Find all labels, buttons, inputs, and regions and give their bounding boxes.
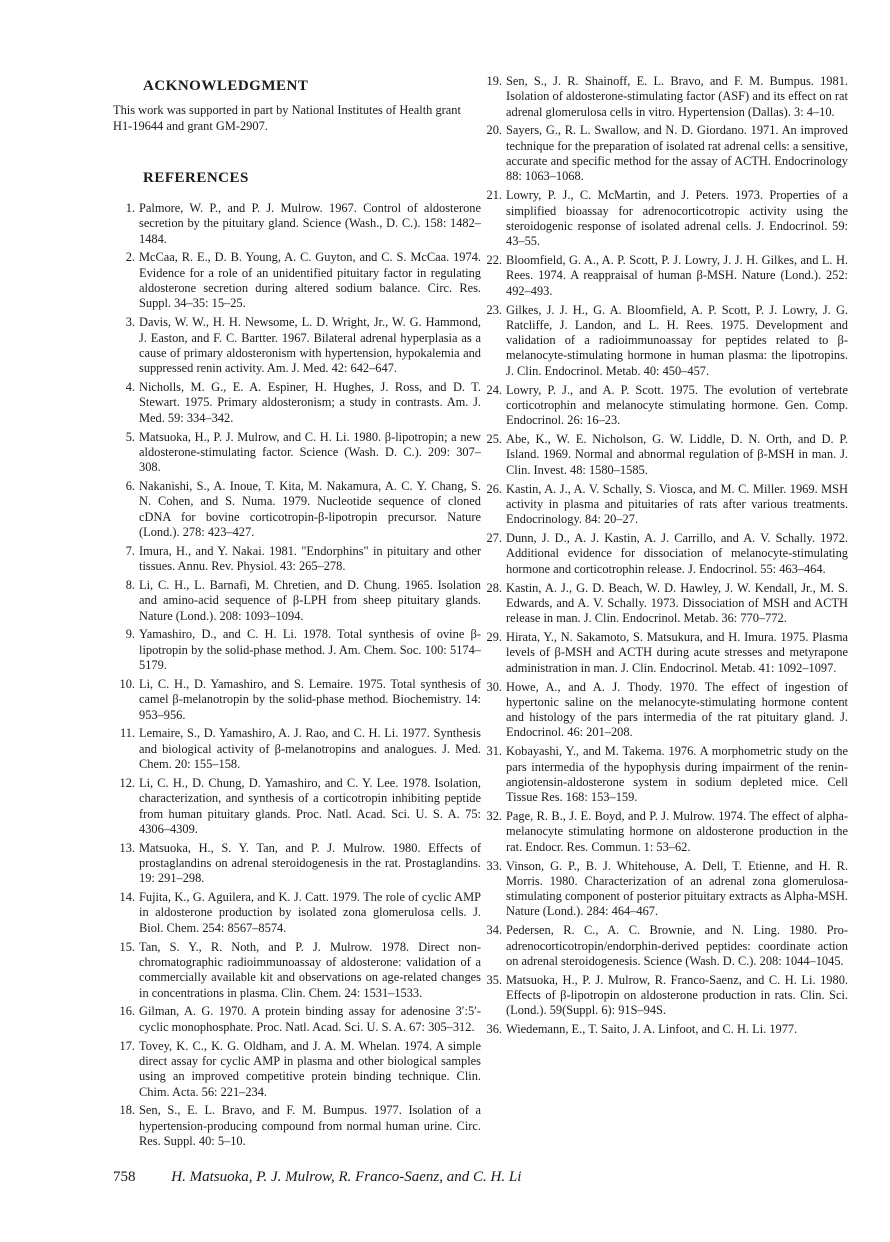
reference-number: 31. bbox=[486, 744, 502, 759]
reference-list-left bbox=[113, 201, 481, 1149]
reference-number: 32. bbox=[486, 809, 502, 824]
reference-number: 10. bbox=[119, 676, 135, 691]
reference-item bbox=[113, 841, 481, 887]
reference-text: McCaa, R. E., D. B. Young, A. C. Guyton, and C. S. McCaa. 1974. Evidence for a role of an unidentified pituitary factor in regulating aldosterone secretion during altered sodium balance. Circ. Res. Suppl. 34–35: 15–25. bbox=[139, 250, 481, 311]
reference-number: 2. bbox=[125, 250, 135, 265]
reference-item bbox=[480, 809, 848, 855]
page-number: 758 bbox=[113, 1169, 136, 1185]
reference-number: 4. bbox=[125, 380, 135, 395]
reference-item bbox=[113, 726, 481, 772]
reference-item bbox=[480, 1022, 848, 1037]
reference-number: 16. bbox=[119, 1004, 135, 1019]
left-column bbox=[113, 74, 481, 1153]
reference-item bbox=[480, 744, 848, 805]
reference-number: 28. bbox=[486, 580, 502, 595]
reference-item bbox=[113, 1004, 481, 1035]
reference-text: Yamashiro, D., and C. H. Li. 1978. Total synthesis of ovine β-lipotropin by the solid-phase method. J. Am. Chem. Soc. 100: 5174–5179. bbox=[139, 627, 481, 673]
reference-item bbox=[113, 479, 481, 540]
acknowledgment-text: This work was supported in part by National Institutes of Health grant H1-19644 and grant GM-2907. bbox=[113, 103, 461, 133]
reference-number: 33. bbox=[486, 858, 502, 873]
reference-number: 7. bbox=[125, 543, 135, 558]
reference-text: Abe, K., W. E. Nicholson, G. W. Liddle, D. N. Orth, and D. P. Island. 1969. Normal and abnormal regulation of β-MSH in man. J. Clin. Invest. 48: 1580–1585. bbox=[506, 432, 848, 477]
reference-number: 21. bbox=[486, 188, 502, 203]
reference-text: Lowry, P. J., and A. P. Scott. 1975. The evolution of vertebrate corticotrophin and melanocyte stimulating hormone. Gen. Comp. Endocrinol. 26: 16–23. bbox=[506, 382, 848, 428]
reference-item bbox=[113, 776, 481, 837]
reference-number: 22. bbox=[486, 253, 502, 268]
reference-item bbox=[480, 303, 848, 379]
reference-text: Tovey, K. C., K. G. Oldham, and J. A. M. Whelan. 1974. A simple direct assay for cyclic AMP in plasma and other biological samples using an improved competitive protein binding technique. Clin. Chim. Acta. 56: 221–234. bbox=[139, 1038, 481, 1099]
reference-item bbox=[113, 1039, 481, 1100]
reference-text: Howe, A., and A. J. Thody. 1970. The effect of ingestion of hypertonic saline on the melanocyte-stimulating hormone content and histology of the pars intermedia of the rat pituitary gland. J. Endocrinol. 46: 201–208. bbox=[506, 679, 848, 740]
reference-number: 27. bbox=[486, 531, 502, 546]
reference-item bbox=[113, 677, 481, 723]
reference-text: Tan, S. Y., R. Noth, and P. J. Mulrow. 1978. Direct non-chromatographic radioimmunoassay of aldosterone: validation of a commercially available kit and observations on age-related changes in concentrations in plasma. Clin. Chem. 24: 1531–1533. bbox=[139, 939, 481, 1000]
reference-number: 34. bbox=[486, 923, 502, 938]
reference-item bbox=[113, 430, 481, 476]
reference-item bbox=[480, 859, 848, 920]
reference-number: 30. bbox=[486, 679, 502, 694]
reference-number: 6. bbox=[125, 479, 135, 494]
reference-item bbox=[113, 315, 481, 376]
reference-number: 1. bbox=[125, 201, 135, 215]
reference-item bbox=[480, 188, 848, 249]
reference-number: 3. bbox=[125, 315, 135, 330]
reference-text: Matsuoka, H., P. J. Mulrow, R. Franco-Saenz, and C. H. Li. 1980. Effects of β-lipotropin on aldosterone production in rats. Clin. Sci. (Lond.). 59(Suppl. 6): 91S–94S. bbox=[506, 972, 848, 1018]
reference-text: Fujita, K., G. Aguilera, and K. J. Catt. 1979. The role of cyclic AMP in aldosterone production by isolated zona glomerulosa cells. J. Biol. Chem. 254: 8567–8574. bbox=[139, 890, 481, 935]
reference-text: Nakanishi, S., A. Inoue, T. Kita, M. Nakamura, A. C. Y. Chang, S. N. Cohen, and S. Numa. 1979. Nucleotide sequence of cloned cDNA for bovine corticotropin-β-lipotropin precursor. Nature (Lond.). 278: 423–427. bbox=[139, 479, 481, 539]
reference-item bbox=[480, 432, 848, 478]
reference-item bbox=[480, 482, 848, 528]
reference-text: Pedersen, R. C., A. C. Brownie, and N. Ling. 1980. Pro-adrenocorticotropin/endorphin-derived peptides: coordinate action on adrenal steroidogenesis. Science (Wash. D. C.). 208: 1044–1045. bbox=[506, 923, 848, 968]
reference-number: 8. bbox=[125, 577, 135, 592]
reference-number: 26. bbox=[486, 481, 502, 496]
acknowledgment-heading: ACKNOWLEDGMENT bbox=[143, 78, 309, 94]
reference-text: Li, C. H., L. Barnafi, M. Chretien, and D. Chung. 1965. Isolation and amino-acid sequence of β-LPH from sheep pituitary glands. Nature (Lond.). 208: 1093–1094. bbox=[139, 577, 481, 623]
reference-text: Kastin, A. J., G. D. Beach, W. D. Hawley, J. W. Kendall, Jr., M. S. Edwards, and A. V. Schally. 1973. Dissociation of MSH and ACTH release in man. J. Clin. Endocrinol. Metab. 36: 770–772. bbox=[506, 580, 848, 626]
reference-text: Sen, S., J. R. Shainoff, E. L. Bravo, and F. M. Bumpus. 1981. Isolation of aldosterone-stimulating factor (ASF) and its effect on rat adrenal glomerulosa cells in vitro. Hypertension (Dallas). 3: 4–10. bbox=[506, 74, 848, 119]
reference-number: 11. bbox=[119, 726, 135, 741]
reference-number: 24. bbox=[486, 382, 502, 397]
reference-number: 36. bbox=[486, 1022, 502, 1037]
reference-text: Palmore, W. P., and P. J. Mulrow. 1967. Control of aldosterone secretion by the pituitary gland. Science (Wash., D. C.). 158: 1482–1484. bbox=[139, 201, 481, 246]
reference-text: Page, R. B., J. E. Boyd, and P. J. Mulrow. 1974. The effect of alpha-melanocyte stimulating hormone on aldosterone production in the rat. Endocr. Res. Commun. 1: 53–62. bbox=[506, 809, 848, 854]
reference-text: Sen, S., E. L. Bravo, and F. M. Bumpus. 1977. Isolation of a hypertension-producing compound from normal human urine. Circ. Res. Suppl. 40: 5–10. bbox=[139, 1103, 481, 1149]
running-authors: H. Matsuoka, P. J. Mulrow, R. Franco-Saenz, and C. H. Li bbox=[171, 1169, 522, 1185]
reference-number: 18. bbox=[119, 1103, 135, 1118]
reference-item bbox=[113, 544, 481, 575]
reference-item bbox=[480, 253, 848, 299]
reference-text: Vinson, G. P., B. J. Whitehouse, A. Dell, T. Etienne, and H. R. Morris. 1980. Characterization of an adrenal zona glomerulosa-stimulating component of posterior pituitary extracts as Alpha-MSH. Nature (Lond.). 284: 464–467. bbox=[506, 858, 848, 919]
reference-text: Hirata, Y., N. Sakamoto, S. Matsukura, and H. Imura. 1975. Plasma levels of β-MSH and ACTH during acute stresses and metyrapone administration in man. J. Clin. Endocrinol. Metab. 41: 1092–1097. bbox=[506, 630, 848, 675]
page-footer bbox=[113, 1169, 521, 1186]
reference-list-right bbox=[480, 74, 848, 1038]
reference-item bbox=[480, 581, 848, 627]
reference-text: Li, C. H., D. Yamashiro, and S. Lemaire. 1975. Total synthesis of camel β-melanotropin by the solid-phase method. Biochemistry. 14: 953–956. bbox=[139, 676, 481, 722]
reference-item bbox=[480, 383, 848, 429]
reference-item bbox=[480, 680, 848, 741]
reference-number: 20. bbox=[486, 123, 502, 138]
reference-text: Davis, W. W., H. H. Newsome, L. D. Wright, Jr., W. G. Hammond, J. Easton, and F. C. Bartter. 1967. Bilateral adrenal hyperplasia as a cause of primary aldosteronism with hypertension, hypokalemia and suppressed renin activity. Am. J. Med. 42: 642–647. bbox=[139, 315, 481, 376]
reference-text: Gilman, A. G. 1970. A protein binding assay for adenosine 3′:5′-cyclic monophosphate. Proc. Natl. Acad. Sci. U. S. A. 67: 305–312. bbox=[139, 1004, 481, 1034]
reference-text: Imura, H., and Y. Nakai. 1981. "Endorphins" in pituitary and other tissues. Annu. Rev. Physiol. 43: 265–278. bbox=[139, 543, 481, 574]
reference-item bbox=[113, 890, 481, 936]
reference-item bbox=[113, 627, 481, 673]
reference-text: Lowry, P. J., C. McMartin, and J. Peters. 1973. Properties of a simplified bioassay for adrenocorticotropic activity using the steroidogenic response of isolated adrenal cells. J. Endocrinol. 59: 43–55. bbox=[506, 188, 848, 249]
reference-text: Li, C. H., D. Chung, D. Yamashiro, and C. Y. Lee. 1978. Isolation, characterization, and synthesis of a corticotropin inhibiting peptide from human pituitary glands. Proc. Natl. Acad. Sci. U. S. A. 75: 4306–4309. bbox=[139, 775, 481, 836]
reference-item bbox=[480, 123, 848, 184]
reference-text: Kastin, A. J., A. V. Schally, S. Viosca, and M. C. Miller. 1969. MSH activity in plasma and pituitaries of rats after various treatments. Endocrinology. 84: 20–27. bbox=[506, 481, 848, 527]
reference-item bbox=[480, 630, 848, 676]
reference-text: Matsuoka, H., P. J. Mulrow, and C. H. Li. 1980. β-lipotropin; a new aldosterone-stimulating factor. Science (Wash. D. C.). 209: 307–308. bbox=[139, 429, 481, 475]
reference-number: 25. bbox=[486, 432, 502, 447]
right-column bbox=[480, 74, 848, 1041]
reference-text: Sayers, G., R. L. Swallow, and N. D. Giordano. 1971. An improved technique for the preparation of isolated rat adrenal cells: a sensitive, accurate and specific method for the assay of ACTH. Endocrinology 88: 1063–1068. bbox=[506, 123, 848, 184]
reference-item bbox=[113, 578, 481, 624]
reference-number: 14. bbox=[119, 890, 135, 905]
reference-number: 23. bbox=[486, 302, 502, 317]
reference-number: 13. bbox=[119, 840, 135, 855]
reference-text: Kobayashi, Y., and M. Takema. 1976. A morphometric study on the pars intermedia of the hypophysis during impairment of the renin-angiotensin-aldosterone system in sodium depleted mice. Cell Tissue Res. 168: 153–159. bbox=[506, 744, 848, 805]
reference-number: 29. bbox=[486, 630, 502, 645]
reference-item bbox=[480, 923, 848, 969]
reference-text: Dunn, J. D., A. J. Kastin, A. J. Carrillo, and A. V. Schally. 1972. Additional evidence for dissociation of melanocyte-stimulating hormone and corticotrophin release. J. Endocrinol. 55: 463–464. bbox=[506, 531, 848, 576]
reference-text: Wiedemann, E., T. Saito, J. A. Linfoot, and C. H. Li. 1977. bbox=[506, 1022, 798, 1037]
reference-item bbox=[480, 531, 848, 577]
reference-item bbox=[480, 973, 848, 1019]
reference-text: Matsuoka, H., S. Y. Tan, and P. J. Mulrow. 1980. Effects of prostaglandins on adrenal steroidogenesis in the rat. Prostaglandins. 19: 291–298. bbox=[139, 840, 481, 886]
reference-item bbox=[113, 380, 481, 426]
reference-number: 5. bbox=[125, 429, 135, 444]
reference-item bbox=[113, 1103, 481, 1149]
reference-number: 17. bbox=[119, 1038, 135, 1053]
reference-number: 35. bbox=[486, 972, 502, 987]
reference-number: 19. bbox=[486, 74, 502, 88]
reference-number: 9. bbox=[125, 627, 135, 642]
reference-text: Gilkes, J. J. H., G. A. Bloomfield, A. P. Scott, P. J. Lowry, J. G. Ratcliffe, J. Landon, and L. H. Rees. 1975. Development and validation of a radioimmunoassay for peptides related to β-melanocyte-stimulating hormone in human plasma: the lipotropins. J. Clin. Endocrinol. Metab. 40: 450–457. bbox=[506, 302, 848, 378]
reference-item bbox=[480, 74, 848, 120]
reference-number: 12. bbox=[119, 775, 135, 790]
reference-item bbox=[113, 201, 481, 247]
references-heading: REFERENCES bbox=[143, 170, 249, 186]
reference-text: Nicholls, M. G., E. A. Espiner, H. Hughes, J. Ross, and D. T. Stewart. 1975. Primary aldosteronism; a study in contrasts. Am. J. Med. 59: 334–342. bbox=[139, 380, 481, 425]
reference-number: 15. bbox=[119, 939, 135, 954]
reference-item bbox=[113, 940, 481, 1001]
reference-text: Lemaire, S., D. Yamashiro, A. J. Rao, and C. H. Li. 1977. Synthesis and biological activity of β-melanotropins and analogues. J. Med. Chem. 20: 155–158. bbox=[139, 726, 481, 772]
reference-text: Bloomfield, G. A., A. P. Scott, P. J. Lowry, J. J. H. Gilkes, and L. H. Rees. 1974. A reappraisal of human β-MSH. Nature (Lond.). 252: 492–493. bbox=[506, 253, 848, 298]
reference-item bbox=[113, 250, 481, 311]
